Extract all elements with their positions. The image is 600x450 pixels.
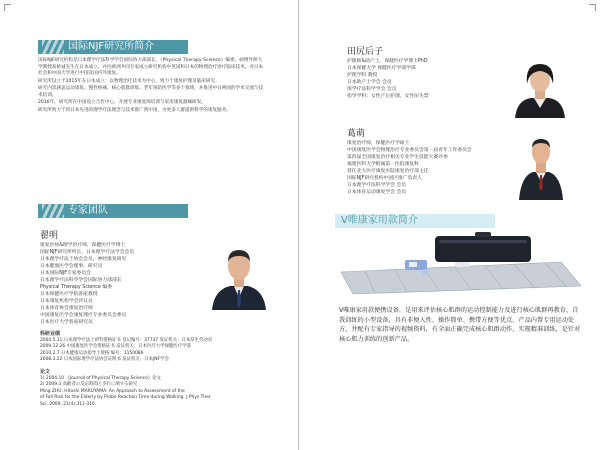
expert-credentials (40, 242, 210, 326)
paper-title: 论文 (40, 369, 51, 375)
crop-mark (589, 4, 596, 11)
right-page (299, 0, 600, 450)
credential-line: 中国康复医学会物理治疗专业委员会第一届青年工作委员会 (347, 148, 472, 153)
product-image (335, 232, 585, 298)
expert2-name: 葛萌 (347, 129, 366, 139)
paper-line: Ming ZHU, Hitoshi MARUYAMA: An Approach to Assessment of the (40, 388, 185, 394)
credential-line: 国际NJF研究机构中国区推广负责人 (347, 176, 422, 181)
credential-line: 日本保健医疗学院客座教授 (40, 292, 98, 297)
credential-line: 日本保健大学 保健医疗学部学部 (347, 66, 416, 71)
credential-line: 保学疗法科学学会 会员 (347, 87, 397, 92)
credential-line: 福建医科大学附属第一医院康复科 (347, 162, 419, 167)
credential-line: 日本国际NJF专家委员会 (40, 271, 91, 276)
portrait-illustration (513, 56, 567, 118)
expert1-photo (513, 56, 567, 118)
intro-text (38, 58, 266, 115)
product-description: V唯康家用款便携设备，是用来评估核心肌群的运动控制能力及进行核心肌群再教育，自我训练的小型设备，具有非便入性、操作简单、携带方便等优点。产品内置专用运动处方，并配有专家指导的视频资料，有全面正确完成核心肌群动作，实现精准训练，是针对核心肌力训练的创新产品。 (339, 307, 581, 343)
paper-line: Sci. 2009, 21(4):311-316. (40, 401, 97, 407)
credential-line: 指导学科：女性产后护理，女性尿失禁 (347, 94, 429, 99)
paper-list (40, 376, 270, 408)
credential-line: 日本康复机构学会评议员 (40, 299, 93, 304)
credential-line: 中国康复医学会康复理疗专业委员会委员 (40, 313, 127, 318)
paper-line: of Fall Risk for the Elderly by Probe Reaction Time during Walking. J Phys Ther (40, 395, 211, 401)
credential-line: 日本体育运动康复学会 会员 (347, 190, 407, 195)
intro-paragraph: 研究所致力于将日本先进的理学疗法理念与技术推广到中国，为更多人群提供科学的康复服务。 (38, 107, 231, 113)
expert-name: 翟明 (40, 231, 59, 241)
research-line: 2004.5.11 日本理学疗法士(PT)资格证书 登记编号：37737 发证机关：日本厚生劳动省 (40, 338, 213, 343)
credential-line: 日本医疗大学客座研究员 (40, 320, 93, 325)
paper-line: 2) 2009.3 高齢者の反応時間と歩行に関する研究 (40, 382, 138, 388)
expert-photo (208, 238, 270, 310)
intro-paragraph: 国际NJF研究机构是日本理学疗法科学学会国际协力部部长、《Physical Therapy Science》编委、硕博导师大学教授高桥诚先生在日本成立。并拉欧洲共同专家成立研究机构中英国和日本的物理治疗诊疗临床技术。对日本社会和中国大学进行中国及国内外康复。 (38, 58, 264, 76)
device-mat-illustration (335, 232, 585, 298)
expert2-credentials (347, 140, 512, 196)
intro-paragraph: 研究所设立于2015年在日本成立：以物理治疗技术为中心，致力于康复护理及临床研究。 (38, 78, 220, 84)
credential-line: 日本理学疗法科学学会 会员 (347, 183, 407, 188)
research-line: 2009.12.26 中国康复医学会资格证书 发证机关：日本医疗大学保健医疗学部 (40, 344, 191, 350)
credential-line: Physical Therapy Science 编委 (40, 285, 112, 290)
team-title: 专家团队 (68, 205, 108, 216)
expert2-photo (517, 130, 565, 200)
credential-line: 日本健康医学会理事，研究员 (40, 264, 103, 269)
intro-banner (38, 40, 188, 54)
research-list (40, 338, 270, 364)
banner-stripes (42, 204, 64, 218)
credential-line: 日本理学疗法科学学会国际协力部部长 (40, 278, 122, 283)
credential-line: 日本助产士学会 会员 (347, 80, 392, 85)
credential-line: 曾任北大医疗康复医院康复治疗部主任 (347, 169, 429, 174)
credential-line: 日本体育协会康复治疗师 (40, 306, 93, 311)
credential-line: 日本理学疗法士协会会员，神经康复研究 (40, 257, 127, 262)
intro-paragraph: 研究内容涵盖运动康复、慢性疼痛、核心肌群训练、老年预防医学等多个领域，并推进中日两国的学术交流与技术培训。 (38, 86, 264, 98)
portrait-illustration (208, 238, 270, 310)
crop-mark (4, 4, 11, 11)
paper-line: 1) 2004.10 《Journal of Physical Therapy Science》论文 (40, 376, 161, 381)
expert1-credentials (347, 58, 497, 100)
intro-paragraph: 2016年，研究所在中国设立合作中心，开展专业康复师培训与家用康复器械研发。 (38, 100, 206, 105)
credential-line: 第四届全国康复治疗相关专业学生技能大赛评委 (347, 155, 448, 160)
banner-stripes (42, 40, 64, 54)
portrait-illustration (517, 130, 565, 200)
research-title: 科研业绩 (40, 331, 61, 337)
credential-line: 国际NJF研究所所长，日本理学疗法学会会员 (40, 250, 135, 255)
expert1-name: 田尻后子 (347, 47, 384, 57)
product-banner (335, 214, 495, 228)
credential-line: 康复医师&理学治疗师，保健医疗学博士 (40, 243, 126, 248)
credential-line: 护理学科 教授 (347, 73, 378, 78)
research-line: 2010.2.7 日本健康运动指导士资格 编号：1150086 (40, 350, 144, 356)
team-banner (38, 204, 188, 218)
intro-title: 国际NJF研究所简介 (68, 41, 155, 52)
credential-line: 康复治疗师，保健医疗学硕士 (347, 141, 410, 146)
research-line: 2008.3.22 日本国际理学疗法协会证明书 发证机关：日本JNF学会 (40, 357, 169, 363)
product-title: V唯康家用款简介 (341, 215, 418, 226)
left-page (0, 0, 299, 450)
credential-line: 护理师&助产士，保健医疗学博士PhD (347, 59, 428, 64)
